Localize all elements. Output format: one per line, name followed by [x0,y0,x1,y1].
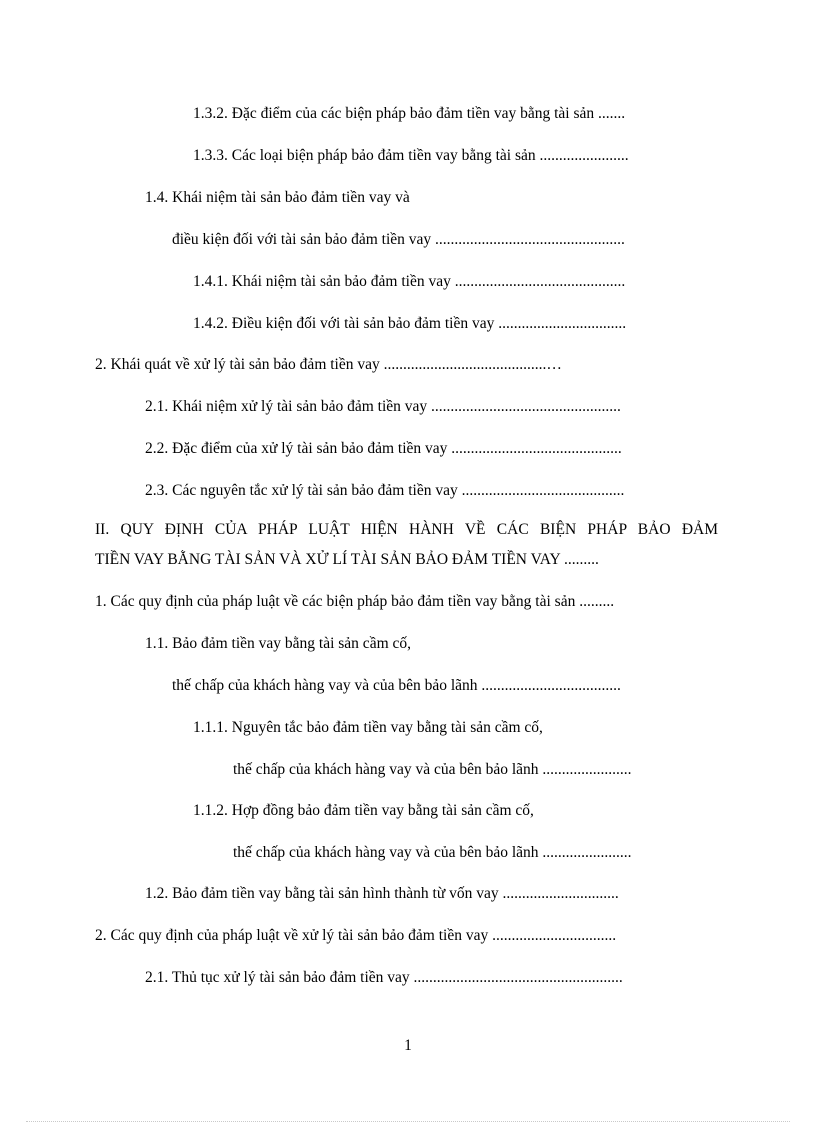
toc-entry-ii-1-1-2: 1.1.2. Hợp đồng bảo đảm tiền vay bằng tài sản cầm cố, [193,802,534,819]
toc-entry-ii-1-1-1: 1.1.1. Nguyên tắc bảo đảm tiền vay bằng tài sản cầm cố, [193,719,543,736]
toc-entry-2: 2. Khái quát về xử lý tài sản bảo đảm tiền vay ..........................................… [95,356,562,373]
toc-entry-1-4-2: 1.4.2. Điều kiện đối với tài sản bảo đảm tiền vay ................................. [193,315,627,332]
toc-entry-2-3: 2.3. Các nguyên tắc xử lý tài sản bảo đảm tiền vay .......................................... [145,482,625,499]
toc-entry-ii-1-1-cont: thế chấp của khách hàng vay và của bên bảo lãnh .................................... [172,677,621,694]
toc-entry-ii-1-1-1-cont: thế chấp của khách hàng vay và của bên bảo lãnh ....................... [233,761,632,778]
toc-entry-ii-1: 1. Các quy định của pháp luật về các biện pháp bảo đảm tiền vay bằng tài sản ......... [95,593,615,610]
toc-section-ii-heading-cont: TIỀN VAY BẰNG TÀI SẢN VÀ XỬ LÍ TÀI SẢN BẢO ĐẢM TIỀN VAY ......... [95,551,599,568]
toc-entry-ii-2-1: 2.1. Thủ tục xử lý tài sản bảo đảm tiền vay ...................................................... [145,969,623,986]
toc-entry-2-2: 2.2. Đặc điểm của xử lý tài sản bảo đảm tiền vay ............................................ [145,440,622,457]
toc-entry-1-3-3: 1.3.3. Các loại biện pháp bảo đảm tiền vay bằng tài sản ....................... [193,147,629,164]
toc-section-ii-heading: II. QUY ĐỊNH CỦA PHÁP LUẬT HIỆN HÀNH VỀ CÁC BIỆN PHÁP BẢO ĐẢM [95,521,718,538]
toc-entry-ii-1-2: 1.2. Bảo đảm tiền vay bằng tài sản hình thành từ vốn vay .............................. [145,885,619,902]
toc-entry-1-4-1: 1.4.1. Khái niệm tài sản bảo đảm tiền vay ............................................ [193,273,626,290]
page-bottom-divider [26,1121,790,1122]
toc-entry-ii-1-1-2-cont: thế chấp của khách hàng vay và của bên bảo lãnh ....................... [233,844,632,861]
toc-entry-ii-2: 2. Các quy định của pháp luật về xử lý tài sản bảo đảm tiền vay ................................ [95,927,617,944]
toc-entry-1-4: 1.4. Khái niệm tài sản bảo đảm tiền vay và [145,189,410,206]
toc-entry-ii-1-1: 1.1. Bảo đảm tiền vay bằng tài sản cầm cố, [145,635,412,652]
toc-entry-2-1: 2.1. Khái niệm xử lý tài sản bảo đảm tiền vay ................................................. [145,398,621,415]
page-number: 1 [404,1037,412,1054]
toc-entry-1-4-cont: điều kiện đối với tài sản bảo đảm tiền vay ................................................. [172,231,625,248]
toc-entry-1-3-2: 1.3.2. Đặc điểm của các biện pháp bảo đảm tiền vay bằng tài sản ....... [193,105,626,122]
